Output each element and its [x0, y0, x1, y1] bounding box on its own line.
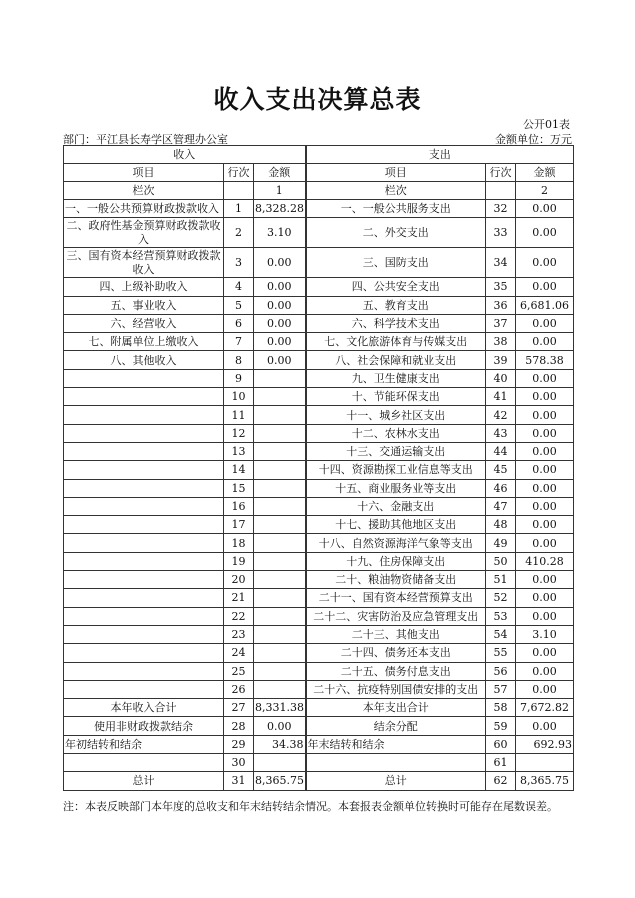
- expense-row-no: 52: [486, 589, 516, 607]
- income-amount: [254, 552, 306, 570]
- income-amount: [254, 571, 306, 589]
- income-amount: 0.00: [254, 278, 306, 296]
- income-row-no: 5: [224, 296, 254, 314]
- income-item: [64, 589, 224, 607]
- income-item: [64, 644, 224, 662]
- expense-row-no: 62: [486, 772, 516, 790]
- expense-item: 七、文化旅游体育与传媒支出: [306, 333, 486, 351]
- income-amount: 0.00: [254, 296, 306, 314]
- income-row-no: 29: [224, 735, 254, 753]
- income-item: 二、政府性基金预算财政拨款收入: [64, 218, 224, 248]
- income-item: [64, 662, 224, 680]
- table-row: [64, 625, 574, 643]
- income-row-no: 31: [224, 772, 254, 790]
- table-row: [64, 717, 574, 735]
- expense-amount: 0.00: [516, 388, 574, 406]
- expense-row-no: 45: [486, 461, 516, 479]
- table-row: [64, 735, 574, 753]
- expense-row-no: 46: [486, 479, 516, 497]
- expense-amount: 7,672.82: [516, 699, 574, 717]
- income-amount: 8,328.28: [254, 200, 306, 218]
- expense-row-no: 60: [486, 735, 516, 753]
- table-row: [64, 680, 574, 698]
- expense-amount: 0.00: [516, 218, 574, 248]
- expense-row-no: 53: [486, 607, 516, 625]
- income-amount: [254, 754, 306, 772]
- expense-row-no: 55: [486, 644, 516, 662]
- income-item: [64, 406, 224, 424]
- expense-item: 四、公共安全支出: [306, 278, 486, 296]
- expense-amount: 0.00: [516, 333, 574, 351]
- column-index-label: 栏次: [64, 182, 224, 200]
- expense-row-no: 32: [486, 200, 516, 218]
- income-amount: 0.00: [254, 351, 306, 369]
- expense-item: 本年支出合计: [306, 699, 486, 717]
- table-row: [64, 699, 574, 717]
- income-item: 年初结转和结余: [64, 735, 224, 753]
- income-row-no: 22: [224, 607, 254, 625]
- expense-amount: 0.00: [516, 248, 574, 278]
- column-index-label: 栏次: [306, 182, 486, 200]
- income-row-no: 12: [224, 424, 254, 442]
- table-row: [64, 552, 574, 570]
- income-amount: 3.10: [254, 218, 306, 248]
- income-item: 三、国有资本经营预算财政拨款收入: [64, 248, 224, 278]
- table-row: [64, 314, 574, 332]
- expense-row-no: 40: [486, 369, 516, 387]
- income-amount: [254, 534, 306, 552]
- income-item: [64, 497, 224, 515]
- income-row-no: 21: [224, 589, 254, 607]
- department: 部门：平江县长寿学区管理办公室: [63, 133, 228, 146]
- expense-amount: 0.00: [516, 680, 574, 698]
- expense-amount: 0.00: [516, 516, 574, 534]
- income-item: 使用非财政拨款结余: [64, 717, 224, 735]
- income-amount: [254, 406, 306, 424]
- expense-item: 二十二、灾害防治及应急管理支出: [306, 607, 486, 625]
- income-row-no: 3: [224, 248, 254, 278]
- expense-item: 十五、商业服务业等支出: [306, 479, 486, 497]
- table-row: [64, 200, 574, 218]
- income-row-no: 17: [224, 516, 254, 534]
- table-row: [64, 516, 574, 534]
- expense-row-no: 58: [486, 699, 516, 717]
- expense-row-no: 48: [486, 516, 516, 534]
- income-item: [64, 625, 224, 643]
- income-row-no: 27: [224, 699, 254, 717]
- expense-row-no: 54: [486, 625, 516, 643]
- expense-amount: 0.00: [516, 369, 574, 387]
- income-amount: [254, 662, 306, 680]
- income-amount: [254, 369, 306, 387]
- expense-item: 结余分配: [306, 717, 486, 735]
- table-row: [64, 644, 574, 662]
- income-row-no: 4: [224, 278, 254, 296]
- expense-amount: 0.00: [516, 497, 574, 515]
- expense-amount: 6,681.06: [516, 296, 574, 314]
- income-item: 本年收入合计: [64, 699, 224, 717]
- col-amount: 金额: [254, 164, 306, 182]
- income-item: [64, 754, 224, 772]
- expense-row-no: 61: [486, 754, 516, 772]
- table-row: [64, 406, 574, 424]
- expense-amount: 0.00: [516, 534, 574, 552]
- income-row-no: 11: [224, 406, 254, 424]
- footnote: 注：本表反映部门本年度的总收支和年末结转结余情况。本套报表金额单位转换时可能存在尾数误差。: [63, 800, 558, 813]
- income-row-no: 19: [224, 552, 254, 570]
- expense-item: 二、外交支出: [306, 218, 486, 248]
- income-row-no: 14: [224, 461, 254, 479]
- col-item: 项目: [306, 164, 486, 182]
- expense-row-no: 33: [486, 218, 516, 248]
- expense-amount: 0.00: [516, 461, 574, 479]
- expense-row-no: 51: [486, 571, 516, 589]
- table-row: [64, 369, 574, 387]
- income-amount: [254, 424, 306, 442]
- expense-item: 十六、金融支出: [306, 497, 486, 515]
- table-row: [64, 772, 574, 790]
- income-item: [64, 516, 224, 534]
- expense-amount: 410.28: [516, 552, 574, 570]
- table-row: [64, 388, 574, 406]
- income-item: [64, 571, 224, 589]
- col-row-no: 行次: [486, 164, 516, 182]
- expense-item: 二十五、债务付息支出: [306, 662, 486, 680]
- expense-item: 六、科学技术支出: [306, 314, 486, 332]
- expense-amount: 578.38: [516, 351, 574, 369]
- expense-amount: 0.00: [516, 662, 574, 680]
- expense-item: 十七、援助其他地区支出: [306, 516, 486, 534]
- table-row: [64, 296, 574, 314]
- income-amount: [254, 644, 306, 662]
- income-item: [64, 388, 224, 406]
- income-header: 收入: [64, 146, 306, 164]
- expense-item: 十、节能环保支出: [306, 388, 486, 406]
- income-amount: [254, 516, 306, 534]
- income-amount: 0.00: [254, 314, 306, 332]
- table-row: [64, 754, 574, 772]
- column-index-2: 2: [516, 182, 574, 200]
- income-amount: [254, 625, 306, 643]
- income-item: [64, 552, 224, 570]
- table-row: [64, 497, 574, 515]
- income-item: 六、经营收入: [64, 314, 224, 332]
- expense-amount: 0.00: [516, 607, 574, 625]
- income-row-no: 7: [224, 333, 254, 351]
- income-amount: 34.38: [254, 735, 306, 753]
- expense-row-no: 34: [486, 248, 516, 278]
- table-row: [64, 571, 574, 589]
- expense-header: 支出: [306, 146, 574, 164]
- expense-row-no: 44: [486, 442, 516, 460]
- expense-item: 二十四、债务还本支出: [306, 644, 486, 662]
- table-row: [64, 461, 574, 479]
- expense-item: 十八、自然资源海洋气象等支出: [306, 534, 486, 552]
- income-item: [64, 479, 224, 497]
- table-row: [64, 248, 574, 278]
- expense-item: 二十一、国有资本经营预算支出: [306, 589, 486, 607]
- expense-item: 九、卫生健康支出: [306, 369, 486, 387]
- income-item: [64, 442, 224, 460]
- income-amount: 8,365.75: [254, 772, 306, 790]
- expense-row-no: 57: [486, 680, 516, 698]
- income-amount: 0.00: [254, 717, 306, 735]
- income-item: [64, 680, 224, 698]
- income-item: [64, 461, 224, 479]
- expense-amount: 0.00: [516, 442, 574, 460]
- expense-amount: 692.93: [516, 735, 574, 753]
- income-row-no: 24: [224, 644, 254, 662]
- expense-row-no: 42: [486, 406, 516, 424]
- income-item: [64, 369, 224, 387]
- empty-cell: [486, 182, 516, 200]
- income-amount: [254, 461, 306, 479]
- income-row-no: 23: [224, 625, 254, 643]
- expense-amount: 0.00: [516, 424, 574, 442]
- income-item: 四、上级补助收入: [64, 278, 224, 296]
- income-item: 总计: [64, 772, 224, 790]
- expense-row-no: 37: [486, 314, 516, 332]
- expense-row-no: 38: [486, 333, 516, 351]
- income-row-no: 26: [224, 680, 254, 698]
- table-row: [64, 218, 574, 248]
- expense-row-no: 36: [486, 296, 516, 314]
- expense-row-no: 59: [486, 717, 516, 735]
- expense-amount: 0.00: [516, 571, 574, 589]
- income-item: 七、附属单位上缴收入: [64, 333, 224, 351]
- income-item: 八、其他收入: [64, 351, 224, 369]
- expense-amount: 0.00: [516, 278, 574, 296]
- expense-amount: 3.10: [516, 625, 574, 643]
- income-row-no: 2: [224, 218, 254, 248]
- expense-amount: 8,365.75: [516, 772, 574, 790]
- expense-item: 十四、资源勘探工业信息等支出: [306, 461, 486, 479]
- table-row: [64, 534, 574, 552]
- expense-row-no: 50: [486, 552, 516, 570]
- expense-item: 十九、住房保障支出: [306, 552, 486, 570]
- income-row-no: 30: [224, 754, 254, 772]
- income-row-no: 1: [224, 200, 254, 218]
- expense-amount: [516, 754, 574, 772]
- expense-item: 十二、农林水支出: [306, 424, 486, 442]
- income-row-no: 18: [224, 534, 254, 552]
- table-row: [64, 278, 574, 296]
- expense-item: 十一、城乡社区支出: [306, 406, 486, 424]
- expense-amount: 0.00: [516, 717, 574, 735]
- amount-unit: 金额单位：万元: [495, 133, 572, 146]
- expense-amount: 0.00: [516, 200, 574, 218]
- expense-item: 十三、交通运输支出: [306, 442, 486, 460]
- income-amount: [254, 589, 306, 607]
- empty-cell: [224, 182, 254, 200]
- expense-item: [306, 754, 486, 772]
- income-item: [64, 424, 224, 442]
- table-row: [64, 662, 574, 680]
- table-row: [64, 351, 574, 369]
- income-amount: [254, 479, 306, 497]
- expense-amount: 0.00: [516, 479, 574, 497]
- column-index-1: 1: [254, 182, 306, 200]
- table-row: [64, 424, 574, 442]
- expense-item: 年末结转和结余: [306, 735, 486, 753]
- income-row-no: 25: [224, 662, 254, 680]
- table-row: [64, 479, 574, 497]
- expense-amount: 0.00: [516, 589, 574, 607]
- expense-item: 五、教育支出: [306, 296, 486, 314]
- income-row-no: 10: [224, 388, 254, 406]
- expense-row-no: 43: [486, 424, 516, 442]
- income-expense-table: [63, 145, 574, 791]
- income-row-no: 9: [224, 369, 254, 387]
- income-amount: [254, 442, 306, 460]
- income-amount: [254, 388, 306, 406]
- expense-row-no: 41: [486, 388, 516, 406]
- table-row: [64, 442, 574, 460]
- table-row: [64, 333, 574, 351]
- page-title: 收入支出决算总表: [213, 85, 422, 114]
- income-amount: 0.00: [254, 248, 306, 278]
- expense-amount: 0.00: [516, 644, 574, 662]
- income-item: [64, 607, 224, 625]
- expense-item: 二十三、其他支出: [306, 625, 486, 643]
- income-row-no: 6: [224, 314, 254, 332]
- expense-row-no: 47: [486, 497, 516, 515]
- form-number: 公开01表: [523, 118, 570, 131]
- income-amount: [254, 680, 306, 698]
- expense-row-no: 39: [486, 351, 516, 369]
- expense-row-no: 35: [486, 278, 516, 296]
- expense-item: 三、国防支出: [306, 248, 486, 278]
- table-row: [64, 589, 574, 607]
- income-item: 一、一般公共预算财政拨款收入: [64, 200, 224, 218]
- income-row-no: 13: [224, 442, 254, 460]
- expense-amount: 0.00: [516, 314, 574, 332]
- expense-item: 八、社会保障和就业支出: [306, 351, 486, 369]
- income-row-no: 20: [224, 571, 254, 589]
- income-amount: 0.00: [254, 333, 306, 351]
- expense-item: 二十六、抗疫特别国债安排的支出: [306, 680, 486, 698]
- income-amount: [254, 497, 306, 515]
- expense-row-no: 49: [486, 534, 516, 552]
- income-item: [64, 534, 224, 552]
- col-amount: 金额: [516, 164, 574, 182]
- expense-amount: 0.00: [516, 406, 574, 424]
- income-amount: [254, 607, 306, 625]
- col-item: 项目: [64, 164, 224, 182]
- expense-item: 二十、粮油物资储备支出: [306, 571, 486, 589]
- income-row-no: 28: [224, 717, 254, 735]
- expense-row-no: 56: [486, 662, 516, 680]
- income-item: 五、事业收入: [64, 296, 224, 314]
- income-row-no: 15: [224, 479, 254, 497]
- income-row-no: 16: [224, 497, 254, 515]
- col-row-no: 行次: [224, 164, 254, 182]
- income-row-no: 8: [224, 351, 254, 369]
- table-row: [64, 607, 574, 625]
- expense-item: 一、一般公共服务支出: [306, 200, 486, 218]
- expense-item: 总计: [306, 772, 486, 790]
- income-amount: 8,331.38: [254, 699, 306, 717]
